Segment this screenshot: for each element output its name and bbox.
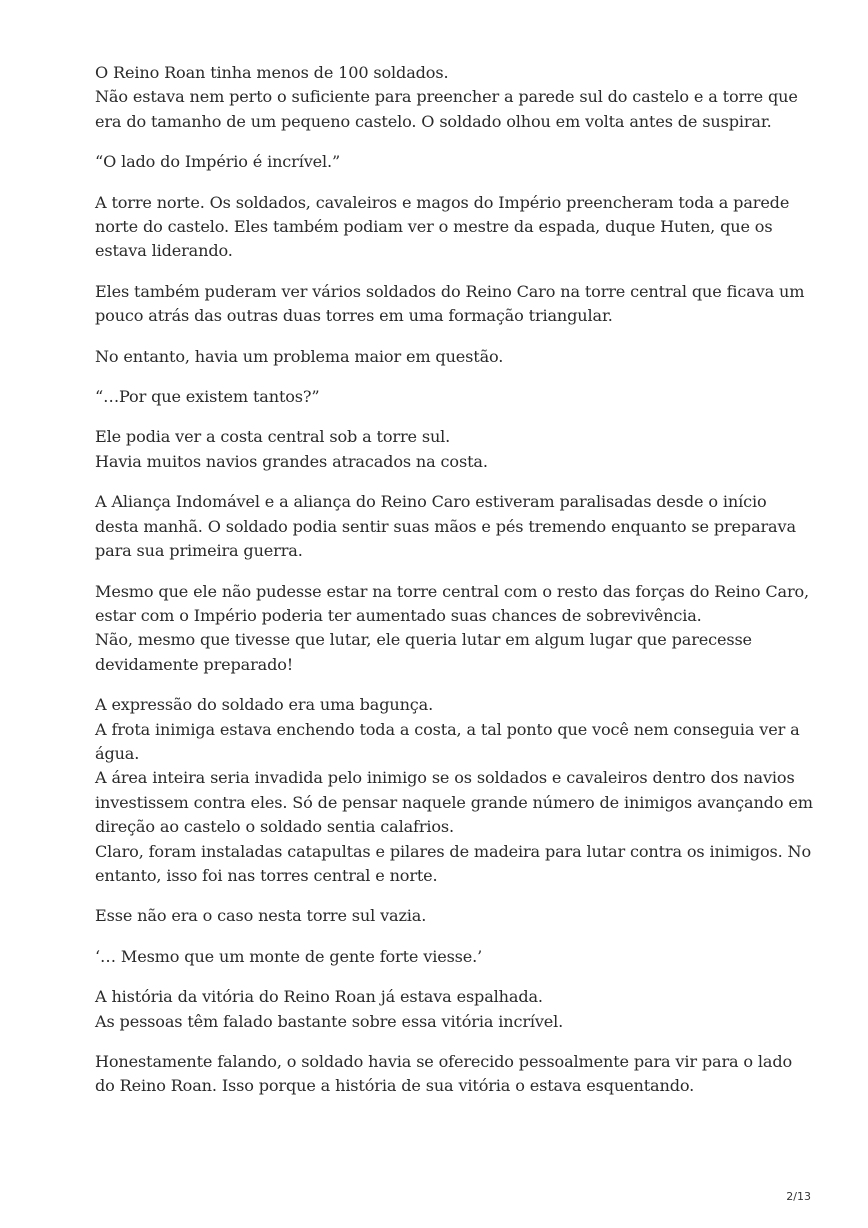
text-line: Não estava nem perto o suficiente para preencher a parede sul do castelo e a torre que — [95, 87, 798, 107]
text-line: Ele podia ver a costa central sob a torre sul. — [95, 427, 451, 447]
text-line: A área inteira seria invadida pelo inimigo se os soldados e cavaleiros dentro dos navios — [95, 768, 795, 788]
text-line: do Reino Roan. Isso porque a história de sua vitória o estava esquentando. — [95, 1076, 695, 1096]
paragraph — [95, 191, 795, 264]
text-line: A expressão do soldado era uma bagunça. — [95, 695, 434, 715]
text-line: investissem contra eles. Só de pensar naquele grande número de inimigos avançando em — [95, 792, 813, 812]
paragraph — [95, 985, 795, 1034]
paragraph — [95, 490, 795, 563]
text-line: “O lado do Império é incrível.” — [95, 152, 341, 172]
paragraph — [95, 945, 795, 969]
paragraph — [95, 1050, 795, 1099]
text-line: A história da vitória do Reino Roan já estava espalhada. — [95, 987, 543, 1007]
text-line: A Aliança Indomável e a aliança do Reino Caro estiveram paralisadas desde o início — [95, 492, 767, 512]
text-line: entanto, isso foi nas torres central e norte. — [95, 865, 438, 885]
text-line: devidamente preparado! — [95, 654, 294, 674]
document-body — [95, 61, 813, 1115]
text-line: Claro, foram instaladas catapultas e pilares de madeira para lutar contra os inimigos. No — [95, 841, 812, 861]
text-line: estar com o Império poderia ter aumentado suas chances de sobrevivência. — [95, 605, 702, 625]
text-line: Honestamente falando, o soldado havia se oferecido pessoalmente para vir para o lado — [95, 1052, 793, 1071]
text-line: Mesmo que ele não pudesse estar na torre central com o resto das forças do Reino Caro, — [95, 581, 809, 601]
text-line: água. — [95, 743, 140, 763]
text-line: “…Por que existem tantos?” — [95, 387, 320, 407]
text-line: era do tamanho de um pequeno castelo. O soldado olhou em volta antes de suspirar. — [95, 111, 772, 131]
text-line: desta manhã. O soldado podia sentir suas mãos e pés tremendo enquanto se preparava — [95, 516, 796, 536]
text-line: A torre norte. Os soldados, cavaleiros e magos do Império preencheram toda a parede — [95, 192, 790, 212]
text-line: O Reino Roan tinha menos de 100 soldados. — [95, 63, 449, 82]
text-line: para sua primeira guerra. — [95, 541, 303, 561]
text-line: estava liderando. — [95, 241, 233, 261]
text-line: direção ao castelo o soldado sentia calafrios. — [95, 817, 454, 837]
paragraph — [95, 904, 795, 928]
paragraph — [95, 425, 795, 474]
paragraph — [95, 385, 795, 409]
text-line: Esse não era o caso nesta torre sul vazia. — [95, 906, 427, 926]
paragraph — [95, 150, 795, 174]
text-line: norte do castelo. Eles também podiam ver o mestre da espada, duque Huten, que os — [95, 217, 773, 237]
text-line: Eles também puderam ver vários soldados do Reino Caro na torre central que ficava um — [95, 281, 805, 301]
text-line: No entanto, havia um problema maior em questão. — [95, 346, 504, 366]
text-line: A frota inimiga estava enchendo toda a costa, a tal ponto que você nem conseguia ver a — [95, 719, 800, 739]
paragraph — [95, 580, 809, 678]
paragraph — [95, 280, 805, 329]
page-number: 2/13 — [786, 1190, 811, 1203]
paragraph — [95, 693, 813, 888]
paragraph — [95, 61, 798, 134]
text-line: ‘… Mesmo que um monte de gente forte viesse.’ — [95, 946, 483, 966]
text-line: pouco atrás das outras duas torres em uma formação triangular. — [95, 306, 613, 326]
text-line: Havia muitos navios grandes atracados na costa. — [95, 451, 488, 471]
text-line: Não, mesmo que tivesse que lutar, ele queria lutar em algum lugar que parecesse — [95, 630, 752, 650]
paragraph — [95, 345, 795, 369]
text-line: As pessoas têm falado bastante sobre essa vitória incrível. — [95, 1011, 564, 1031]
